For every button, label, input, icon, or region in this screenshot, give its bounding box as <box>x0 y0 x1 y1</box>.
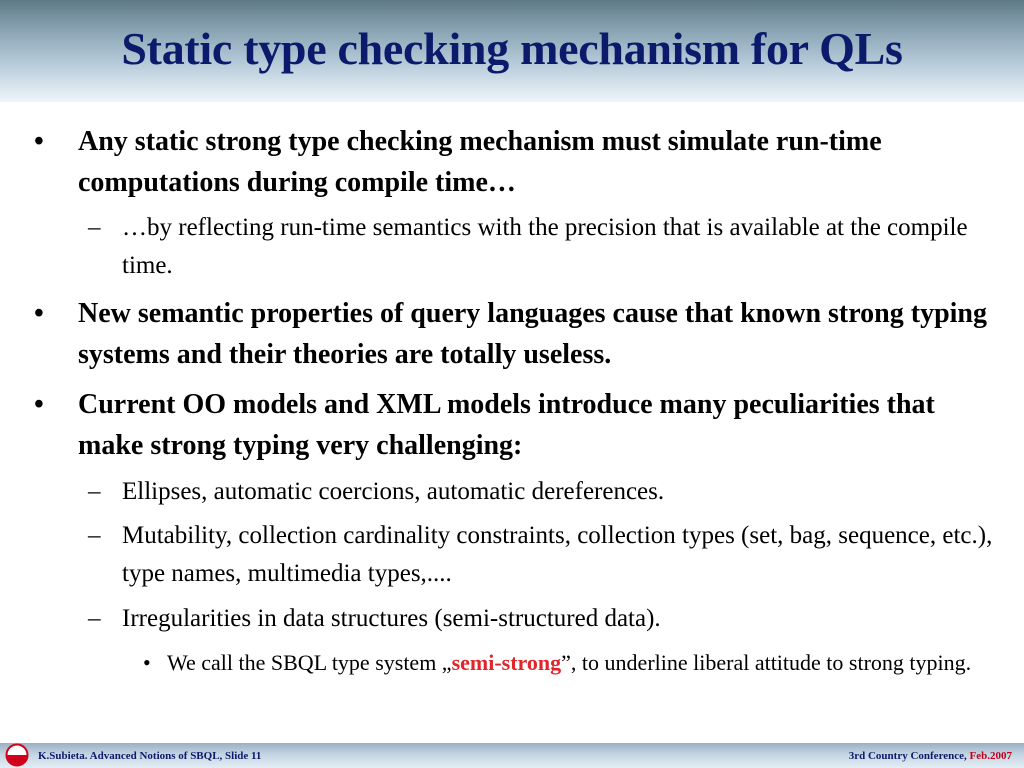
bullet-1-sub-1 <box>88 209 1017 285</box>
bullet-3-text: Current OO models and XML models introduce many peculiarities that make strong typing very challenging: <box>78 389 935 461</box>
slide-title: Static type checking mechanism for QLs <box>121 23 903 74</box>
semi-strong-text-before: We call the SBQL type system „ <box>167 650 452 675</box>
bullet-2-text: New semantic properties of query languages cause that known strong typing systems and their theories are totally useless. <box>78 298 987 370</box>
bullet-1-text: Any static strong type checking mechanism must simulate run-time computations during compile time… <box>78 126 882 198</box>
bullet-1 <box>34 121 1003 203</box>
bullet-marker: • <box>34 389 44 420</box>
bullet-2 <box>34 293 1003 375</box>
bullet-marker: • <box>34 126 44 157</box>
bullet-3-sub-3 <box>88 600 1017 638</box>
bullet-3-sub-2-text: Mutability, collection cardinality constraints, collection types (set, bag, sequence, etc.), type names, multimedia types,.... <box>122 522 993 587</box>
bullet-3-sub-2 <box>88 517 1017 593</box>
footer-conference <box>849 750 1012 762</box>
footer-bar <box>0 743 1024 768</box>
dot-marker: • <box>143 650 151 675</box>
red-white-circle-logo-icon <box>5 743 29 767</box>
semi-strong-highlight: semi-strong <box>451 650 562 675</box>
bullet-3-sub-1-text: Ellipses, automatic coercions, automatic dereferences. <box>122 478 665 505</box>
dash-marker: – <box>88 522 101 549</box>
footer-date: Feb.2007 <box>969 750 1012 762</box>
bullet-3 <box>34 384 1003 466</box>
dash-marker: – <box>88 605 101 632</box>
dash-marker: – <box>88 478 101 505</box>
bullet-3-sub-3-text: Irregularities in data structures (semi-structured data). <box>122 605 661 632</box>
bullet-3-sub-3-sub-1 <box>143 646 1017 679</box>
semi-strong-text-after: ”, to underline liberal attitude to strong typing. <box>561 650 972 675</box>
dash-marker: – <box>88 214 101 241</box>
footer-conference-name: 3rd Country Conference, <box>848 750 970 762</box>
bullet-marker: • <box>34 298 44 329</box>
bullet-3-sub-1 <box>88 473 1017 511</box>
footer-author: K.Subieta. Advanced Notions of SBQL, Slide 11 <box>38 750 262 762</box>
bullet-1-sub-1-text: …by reflecting run-time semantics with the precision that is available at the compile time. <box>122 214 968 279</box>
